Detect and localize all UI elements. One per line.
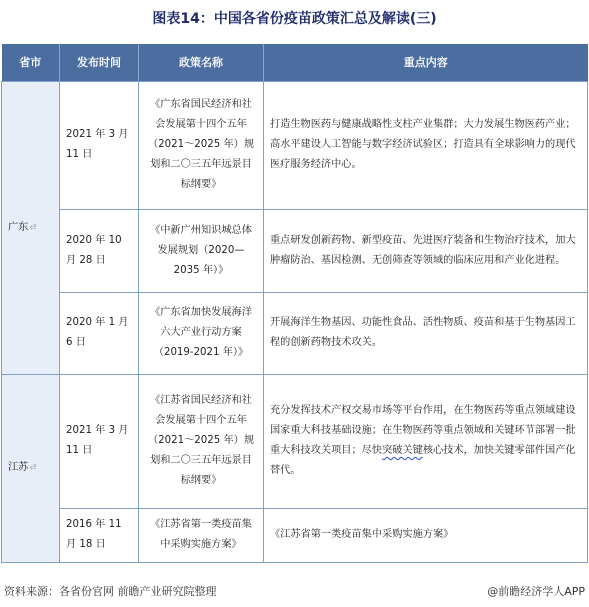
policy-name-cell [139,292,264,374]
content-cell [264,209,588,292]
policy-name-text: 《中新广州知识城总体发展规划（2020—2035 年）》 [150,224,252,276]
header-policy-name: 政策名称 [139,44,264,81]
content-text: 打造生物医药与健康战略性支柱产业集群；大力发展生物医药产业；高水平建设人工智能与数字经济试验区；打造具有全球影响力的现代医疗服务经济中心。 [270,119,576,170]
date-text: 2020 年 10 月 28 日 [66,234,122,266]
content-text: 充分发挥技术产权交易市场等平台作用，在生物医药等重点领域建设国家重大科技基础设施；在生物医药等重点领域和关键环节部署一批重大科技攻关项目；尽快 [270,405,576,456]
content-cell [264,81,588,209]
province-label: 广东 [8,221,29,233]
table-row [2,508,588,562]
content-text: 开展海洋生物基因、功能性食品、活性物质、疫苗和基于生物基因工程的创新药物技术攻关。 [270,317,576,348]
footer [0,583,589,601]
content-emphasis-text: 突破关键 [382,445,423,456]
content-cell [264,292,588,374]
content-text: 《江苏省第一类疫苗集中采购实施方案》 [270,529,454,540]
date-cell [60,209,139,292]
policy-name-cell [139,81,264,209]
date-text: 2020 年 1 月 6 日 [66,317,129,348]
policy-table [1,44,588,563]
date-cell [60,374,139,508]
policy-name-text: 《江苏省国民经济和社会发展第十四个五年（2021～2025 年）规划和二〇三五年远景目标纲要》 [147,395,255,486]
policy-name-cell [139,508,264,562]
header-date: 发布时间 [60,44,139,81]
source-note: 资料来源：各省份官网 前瞻产业研究院整理 [4,585,217,598]
province-cell: 广东⏎ [2,81,60,374]
header-province: 省市 [2,44,60,81]
table-row [2,374,588,508]
table-header-row [2,44,588,81]
date-text: 2021 年 3 月 11 日 [66,425,129,456]
content-cell [264,508,588,562]
date-text: 2016 年 11 月 18 日 [66,519,122,550]
policy-name-text: 《广东省国民经济和社会发展第十四个五年（2021～2025 年）规划和二〇三五年远景目标纲要》 [147,99,255,190]
header-key-content: 重点内容 [264,44,588,81]
brand-credit: @前瞻经济学人APP [487,585,585,598]
table-row [2,81,588,209]
province-cell: 江苏⏎ [2,374,60,562]
date-cell [60,81,139,209]
page-title: 图表14：中国各省份疫苗政策汇总及解读(三) [152,11,437,27]
table-row [2,292,588,374]
date-cell [60,508,139,562]
date-cell [60,292,139,374]
policy-name-text: 《江苏省第一类疫苗集中采购实施方案》 [150,519,252,550]
content-text: 重点研发创新药物、新型疫苗、先进医疗装备和生物治疗技术，加大肿瘤防治、基因检测、无创筛查等领域的临床应用和产业化进程。 [270,234,576,266]
policy-name-text: 《广东省加快发展海洋六大产业行动方案（2019-2021 年）》 [150,307,252,358]
content-text-tail: 核心技术，加快关键零部件国产化替代。 [270,445,576,476]
table-row [2,209,588,292]
policy-name-cell [139,374,264,508]
date-text: 2021 年 3 月 11 日 [66,129,129,160]
province-label: 江苏 [8,462,29,473]
content-cell [264,374,588,508]
policy-name-cell [139,209,264,292]
